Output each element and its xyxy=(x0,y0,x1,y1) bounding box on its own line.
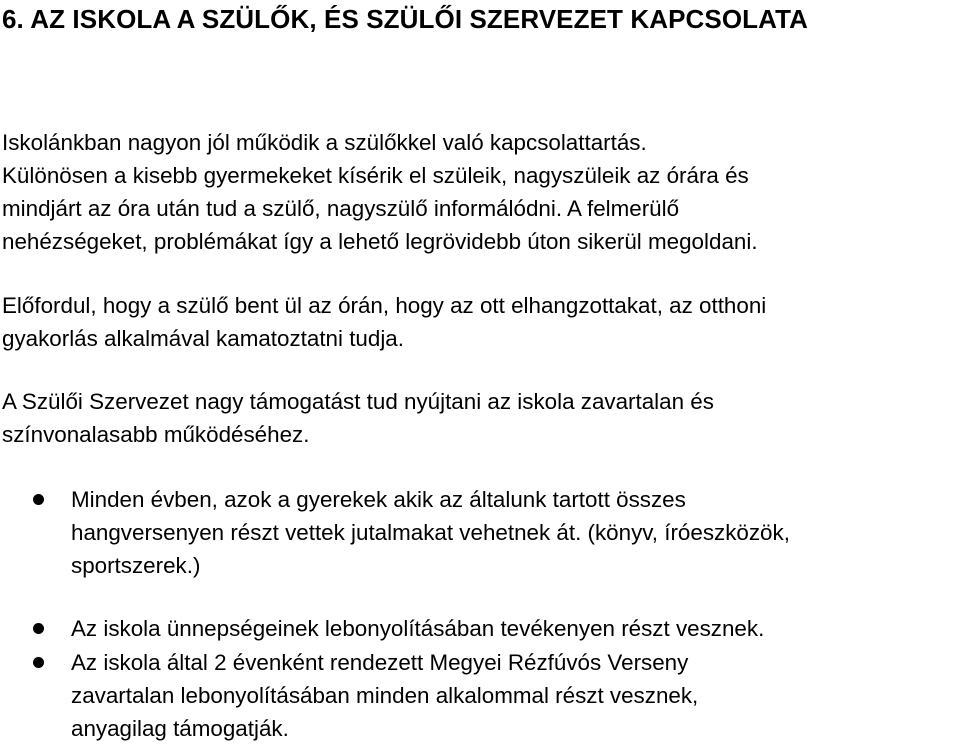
paragraph-parent-organization xyxy=(2,385,714,451)
text-line: A Szülői Szervezet nagy támogatást tud nyújtani az iskola zavartalan és xyxy=(2,389,714,414)
text-line: Az iskola által 2 évenként rendezett Megyei Rézfúvós Verseny xyxy=(71,650,689,675)
text-line: Iskolánkban nagyon jól működik a szülőkkel való kapcsolattartás. xyxy=(2,130,647,155)
text-line: Különösen a kisebb gyermekeket kísérik el szüleik, nagyszüleik az órára és xyxy=(2,163,749,188)
paragraph-parent-contact xyxy=(2,126,758,258)
text-line: anyagilag támogatják. xyxy=(71,716,289,741)
text-line: Minden évben, azok a gyerekek akik az általunk tartott összes xyxy=(71,487,686,512)
text-line: nehézségeket, problémákat így a lehető legrövidebb úton sikerül megoldani. xyxy=(2,229,758,254)
text-line: színvonalasabb működéséhez. xyxy=(2,422,310,447)
text-line: Előfordul, hogy a szülő bent ül az órán, hogy az ott elhangzottakat, az otthoni xyxy=(2,293,767,318)
text-line: mindjárt az óra után tud a szülő, nagyszülő informálódni. A felmerülő xyxy=(2,196,680,221)
text-line: sportszerek.) xyxy=(71,553,201,578)
text-line: gyakorlás alkalmával kamatoztatni tudja. xyxy=(2,326,404,351)
bullet-text xyxy=(71,483,790,582)
bullet-icon xyxy=(33,623,44,634)
bullet-icon xyxy=(33,494,44,505)
text-line: zavartalan lebonyolításában minden alkalommal részt vesznek, xyxy=(71,683,699,708)
paragraph-parent-in-class xyxy=(2,289,766,355)
text-line: hangversenyen részt vettek jutalmakat vehetnek át. (könyv, íróeszközök, xyxy=(71,520,790,545)
bullet-text xyxy=(71,646,698,745)
text-line: Az iskola ünnepségeinek lebonyolításában tevékenyen részt vesznek. xyxy=(71,616,765,641)
bullet-text xyxy=(71,612,764,645)
section-heading: 6. AZ ISKOLA A SZÜLŐK, ÉS SZÜLŐI SZERVEZET KAPCSOLATA xyxy=(2,4,809,34)
bullet-icon xyxy=(33,657,44,668)
